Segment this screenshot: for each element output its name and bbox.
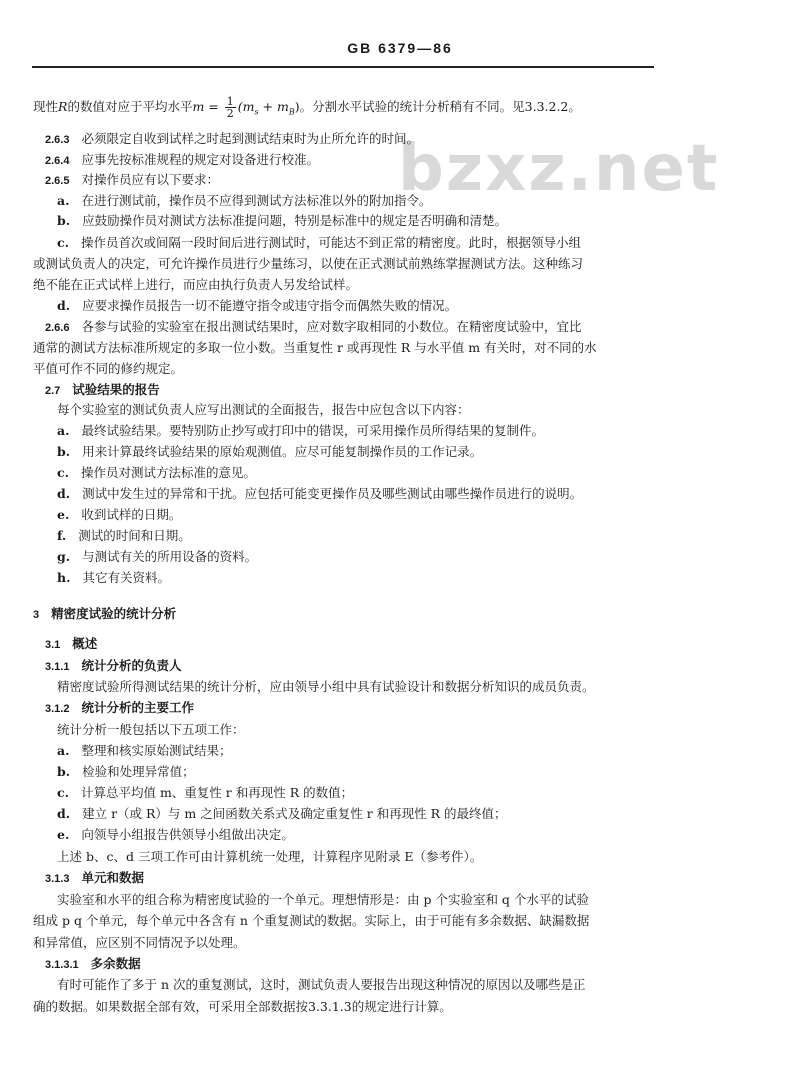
clause-2-6-5-item-c: c. 操作员首次或间隔一段时间后进行测试时，可能达不到正常的精密度。此时，根据领导小组	[57, 235, 581, 250]
analysis-item: b. 检验和处理异常值；	[57, 764, 195, 779]
report-item: h. 其它有关资料。	[57, 570, 170, 585]
section-3-1-3-text-cont1: 组成 p q 个单元，每个单元中各含有 n 个重复测试的数据。实际上，由于可能有多余数据、缺漏数据	[33, 913, 590, 928]
header-rule	[32, 66, 654, 68]
clause-2-6-5-item-c-cont2: 绝不能在正式试样上进行，而应由执行负责人另发给试样。	[33, 277, 359, 292]
section-3-1-1-heading: 3.1.1 统计分析的负责人	[45, 658, 182, 673]
report-item: d. 测试中发生过的异常和干扰。应包括可能变更操作员及哪些测试由哪些操作员进行的说明。	[57, 486, 583, 501]
section-3-1-3-heading: 3.1.3 单元和数据	[45, 870, 144, 885]
clause-2-6-5-item-a: a. 在进行测试前，操作员不应得到测试方法标准以外的附加指令。	[57, 193, 432, 208]
section-3-1-3-text-cont2: 和异常值，应区别不同情况予以处理。	[33, 935, 246, 950]
clause-2-6-5-item-d: d. 应要求操作员报告一切不能遵守指令或违守指令而偶然失败的情况。	[57, 298, 458, 313]
clause-2-6-6-cont2: 平值可作不同的修约规定。	[33, 361, 184, 376]
section-3-1-2-intro: 统计分析一般包括以下五项工作：	[57, 722, 245, 737]
analysis-item: e. 向领导小组报告供领导小组做出决定。	[57, 827, 294, 842]
page-header-code: GB 6379—86	[347, 40, 453, 56]
analysis-item: a. 整理和核实原始测试结果；	[57, 743, 232, 758]
report-item: e. 收到试样的日期。	[57, 507, 182, 522]
intro-continuation: 现性R的数值对应于平均水平m = $\frac{1}{2}$ $(m_s + m_B)$。分割水平试验的统计分析稍有不同。见3.3.2.2。	[33, 95, 581, 120]
clause-2-6-6-cont1: 通常的测试方法标准所规定的多取一位小数。当重复性 r 或再现性 R 与水平值 m 有关时，对不同的水	[33, 340, 597, 355]
section-3-1-3-text: 实验室和水平的组合称为精密度试验的一个单元。理想情形是：由 p 个实验室和 q 个水平的试验	[57, 892, 589, 907]
section-3-1-2-outro: 上述 b、c、d 三项工作可由计算机统一处理，计算程序见附录 E（参考件）。	[57, 849, 483, 864]
clause-2-6-5-item-b: b. 应鼓励操作员对测试方法标准提问题，特别是标准中的规定是否明确和清楚。	[57, 213, 508, 228]
section-3-1-3-1-text-cont: 确的数据。如果数据全部有效，可采用全部数据按3.3.1.3的规定进行计算。	[33, 999, 452, 1014]
chapter-3-heading: 3 精密度试验的统计分析	[33, 606, 177, 621]
section-2-7-heading: 2.7 试验结果的报告	[45, 382, 160, 397]
fraction: $\frac{1}{2}$	[226, 95, 234, 120]
analysis-item: c. 计算总平均值 m、重复性 r 和再现性 R 的数值；	[57, 785, 354, 800]
section-3-1-3-1-text: 有时可能作了多于 n 次的重复测试，这时，测试负责人要报告出现这种情况的原因以及哪些是正	[57, 977, 586, 992]
report-item: b. 用来计算最终试验结果的原始观测值。应尽可能复制操作员的工作记录。	[57, 444, 483, 459]
report-item: f. 测试的时间和日期。	[57, 528, 191, 543]
clause-2-6-5-item-c-cont1: 或测试负责人的决定，可允许操作员进行少量练习，以使在正式测试前熟练掌握测试方法。这种练习	[33, 256, 584, 271]
clause-2-6-3: 2.6.3 必须限定自收到试样之时起到测试结束时为止所允许的时间。	[45, 131, 419, 146]
report-item: c. 操作员对测试方法标准的意见。	[57, 465, 256, 480]
section-3-1-1-text: 精密度试验所得测试结果的统计分析，应由领导小组中具有试验设计和数据分析知识的成员负责。	[57, 679, 595, 694]
clause-2-6-6: 2.6.6 各参与试验的实验室在报出测试结果时，应对数字取相同的小数位。在精密度试验中，宜比	[45, 319, 582, 334]
report-item: a. 最终试验结果。要特别防止抄写或打印中的错误，可采用操作员所得结果的复制件。	[57, 423, 544, 438]
analysis-item: d. 建立 r（或 R）与 m 之间函数关系式及确定重复性 r 和再现性 R 的最终值；	[57, 806, 507, 821]
clause-2-6-5: 2.6.5 对操作员应有以下要求：	[45, 172, 219, 187]
section-3-1-heading: 3.1 概述	[45, 636, 98, 651]
section-2-7-intro: 每个实验室的测试负责人应写出测试的全面报告，报告中应包含以下内容：	[57, 402, 470, 417]
section-3-1-3-1-heading: 3.1.3.1 多余数据	[45, 956, 141, 971]
section-3-1-2-heading: 3.1.2 统计分析的主要工作	[45, 700, 194, 715]
clause-2-6-4: 2.6.4 应事先按标准规程的规定对设备进行校准。	[45, 152, 319, 167]
report-item: g. 与测试有关的所用设备的资料。	[57, 549, 258, 564]
watermark: bzxz.net	[398, 132, 720, 206]
